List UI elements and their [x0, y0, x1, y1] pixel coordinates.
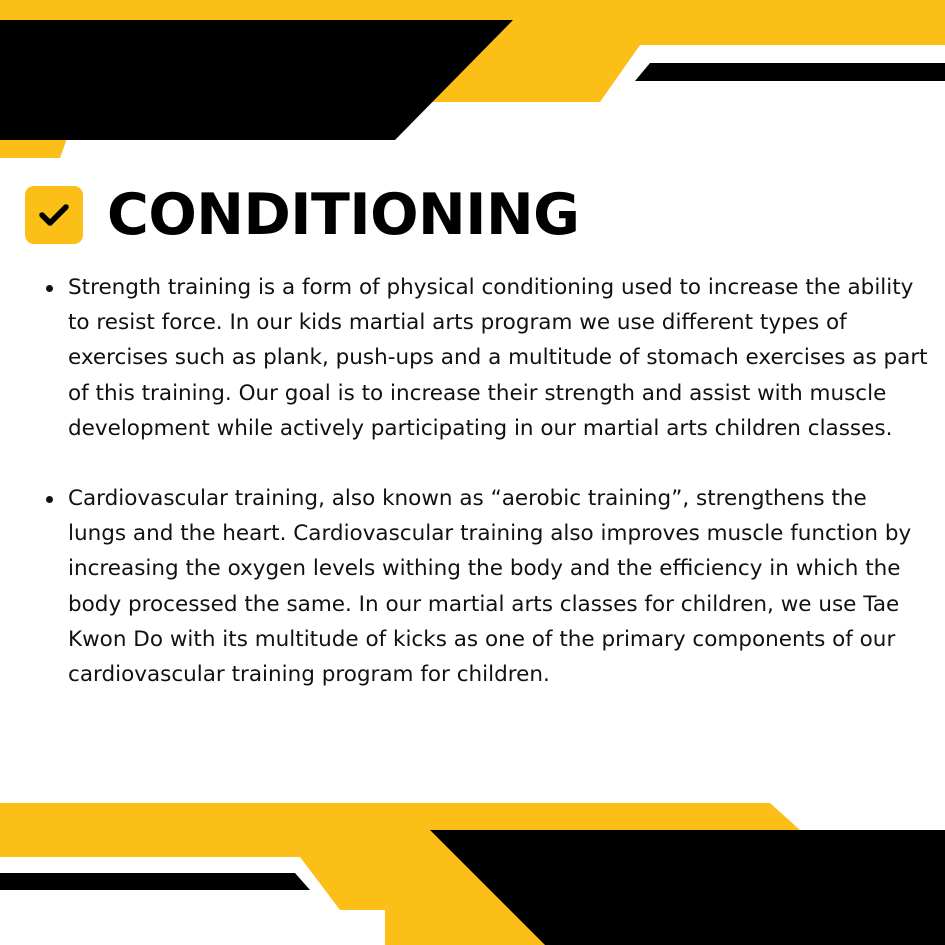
bullet-list	[68, 270, 930, 727]
list-item	[68, 270, 930, 446]
bottom-black-stripe	[0, 873, 310, 890]
checkmark-icon	[37, 201, 71, 229]
top-black-stripe	[635, 63, 945, 81]
bullet-dot-icon	[46, 285, 53, 292]
list-item	[68, 481, 930, 692]
checkbox-check-icon	[25, 186, 83, 244]
top-black-band	[0, 20, 513, 140]
bullet-dot-icon	[46, 496, 53, 503]
bullet-text-strength: Strength training is a form of physical conditioning used to increase the ability to resist force. In our kids martial arts program we use different types of exercises such as plank, push-ups and a multitude of stomach exercises as part of this training. Our goal is to increase their strength and assist with muscle development while actively participating in our martial arts children classes.	[68, 275, 928, 441]
title-row	[25, 182, 579, 248]
bullet-text-cardio: Cardiovascular training, also known as “aerobic training”, strengthens the lungs and the heart. Cardiovascular training also improves muscle function by increasing the oxygen levels withing the body and the efficiency in which the body processed the same. In our martial arts classes for children, we use Tae Kwon Do with its multitude of kicks as one of the primary components of our cardiovascular training program for children.	[68, 486, 912, 688]
page-title: CONDITIONING	[107, 182, 580, 248]
